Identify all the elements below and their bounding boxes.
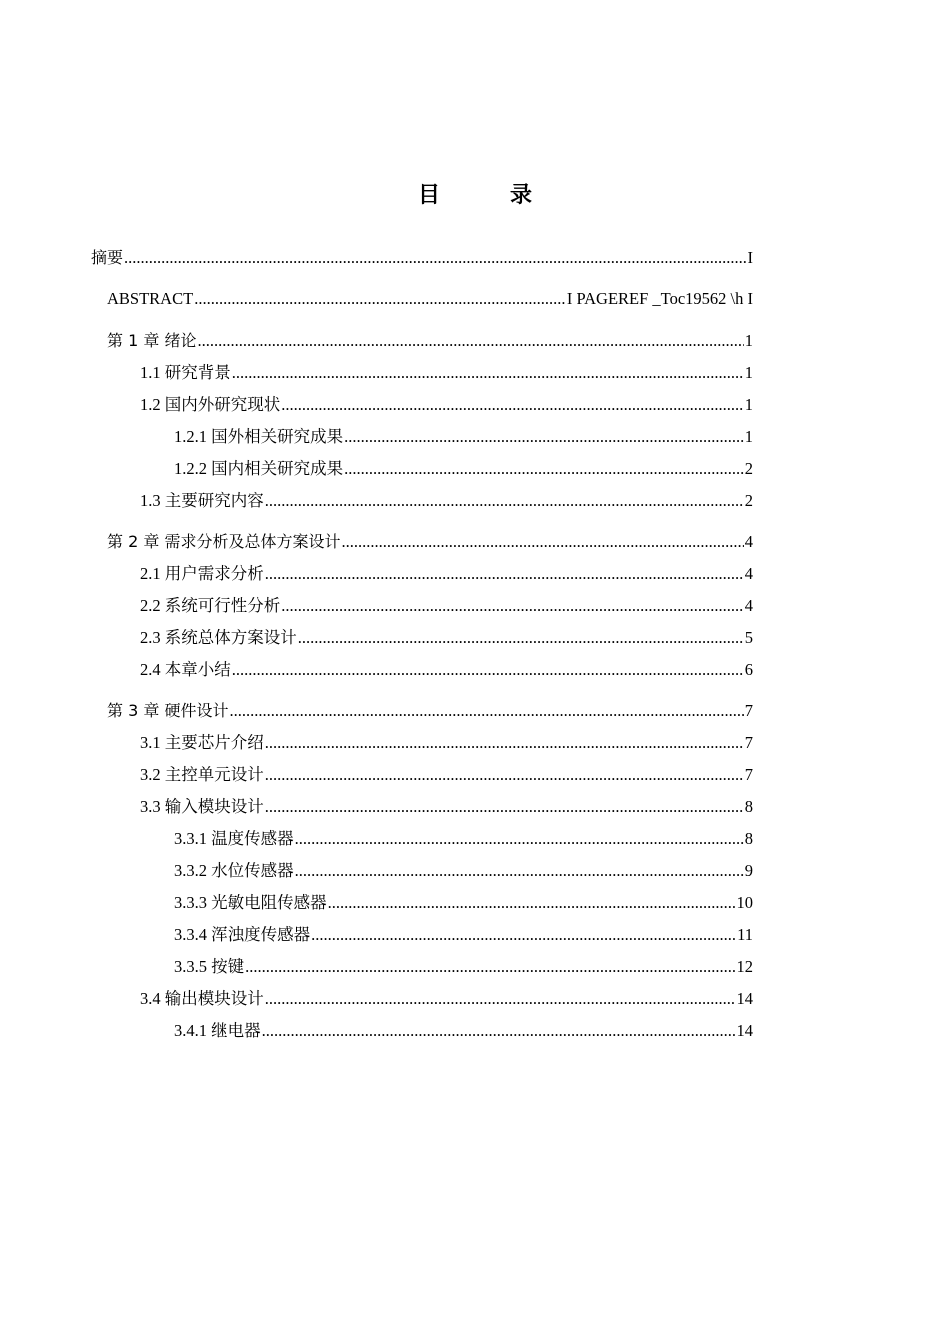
toc-entry-page: 8 (744, 797, 753, 816)
toc-entry-2-3[interactable] (140, 627, 753, 649)
toc-leader (124, 247, 746, 269)
toc-entry-label: 第 2 章 需求分析及总体方案设计 (107, 532, 341, 551)
toc-entry-1-2[interactable] (140, 394, 753, 416)
toc-entry-3-3-5[interactable] (174, 956, 753, 978)
toc-entry-page: 7 (744, 765, 753, 784)
toc-entry-3-3-1[interactable] (174, 828, 753, 850)
toc-entry-page: 12 (736, 957, 753, 976)
toc-entry-label: 3.3.4 浑浊度传感器 (174, 925, 311, 944)
toc-entry-page: 7 (744, 701, 753, 720)
toc-entry-3-1[interactable] (140, 732, 753, 754)
toc-entry-3-3-2[interactable] (174, 860, 753, 882)
toc-entry-abstract-en[interactable] (107, 288, 753, 310)
page-title: 目 录 (417, 183, 556, 208)
toc-entry-label: 1.2.2 国内相关研究成果 (174, 459, 344, 478)
toc-entry-1-2-1[interactable] (174, 426, 753, 448)
toc-leader (295, 828, 744, 850)
toc-entry-2-1[interactable] (140, 563, 753, 585)
toc-entry-page: 1 (744, 363, 753, 382)
toc-entry-page: 5 (744, 628, 753, 647)
toc-entry-page: 14 (736, 1021, 753, 1040)
toc-entry-page: 6 (744, 660, 753, 679)
toc-entry-chapter-2[interactable] (107, 531, 753, 553)
toc-entry-page: 1 (744, 395, 753, 414)
toc-leader (281, 394, 744, 416)
toc-leader (298, 627, 744, 649)
toc-entry-page: 4 (744, 596, 753, 615)
toc-leader (232, 659, 744, 681)
toc-entry-label: 3.3 输入模块设计 (140, 797, 264, 816)
toc-entry-label: 3.3.3 光敏电阻传感器 (174, 893, 327, 912)
toc-entry-1-2-2[interactable] (174, 458, 753, 480)
toc-leader (194, 288, 566, 310)
toc-entry-label: 摘要 (91, 248, 124, 267)
toc-entry-page: 14 (736, 989, 753, 1008)
toc-entry-page: 7 (744, 733, 753, 752)
toc-entry-page: 8 (744, 829, 753, 848)
toc-leader (245, 956, 735, 978)
toc-leader (344, 458, 744, 480)
toc-entry-3-2[interactable] (140, 764, 753, 786)
toc-leader (262, 1020, 736, 1042)
toc-entry-1-3[interactable] (140, 490, 753, 512)
toc-entry-label: 3.3.5 按键 (174, 957, 245, 976)
toc-entry-3-3-3[interactable] (174, 892, 753, 914)
toc-leader (281, 595, 744, 617)
toc-leader (265, 563, 744, 585)
toc-entry-abstract-cn[interactable] (91, 247, 753, 269)
toc-entry-chapter-3[interactable] (107, 700, 753, 722)
toc-entry-3-4-1[interactable] (174, 1020, 753, 1042)
toc-entry-label: 3.1 主要芯片介绍 (140, 733, 264, 752)
toc-entry-page: 1 (744, 331, 753, 350)
toc-entry-page: 11 (737, 925, 753, 944)
toc-entry-label: 1.1 研究背景 (140, 363, 231, 382)
toc-leader (295, 860, 744, 882)
toc-entry-label: 3.2 主控单元设计 (140, 765, 264, 784)
toc-leader (265, 796, 744, 818)
toc-leader (344, 426, 744, 448)
toc-leader (265, 764, 744, 786)
toc-entry-page: I (747, 248, 753, 267)
toc-entry-label: 2.2 系统可行性分析 (140, 596, 281, 615)
toc-entry-label: 3.3.1 温度传感器 (174, 829, 294, 848)
toc-leader (265, 988, 736, 1010)
toc-entry-label: 2.3 系统总体方案设计 (140, 628, 297, 647)
toc-entry-label: 3.4 输出模块设计 (140, 989, 264, 1008)
toc-leader (232, 362, 744, 384)
toc-entry-label: 3.3.2 水位传感器 (174, 861, 294, 880)
toc-entry-page: 10 (736, 893, 753, 912)
toc-entry-2-4[interactable] (140, 659, 753, 681)
toc-entry-chapter-1[interactable] (107, 330, 753, 352)
toc-entry-1-1[interactable] (140, 362, 753, 384)
toc-entry-label: 1.3 主要研究内容 (140, 491, 264, 510)
toc-entry-3-3[interactable] (140, 796, 753, 818)
toc-entry-page: 4 (744, 532, 753, 551)
toc-leader (229, 700, 743, 722)
toc-leader (265, 732, 744, 754)
toc-entry-label: 第 3 章 硬件设计 (107, 701, 229, 720)
toc-leader (265, 490, 744, 512)
toc-entry-label: 3.4.1 继电器 (174, 1021, 261, 1040)
toc-entry-label: 1.2.1 国外相关研究成果 (174, 427, 344, 446)
toc-leader (328, 892, 736, 914)
toc-entry-page: 4 (744, 564, 753, 583)
toc-entry-label: 2.4 本章小结 (140, 660, 231, 679)
toc-leader (311, 924, 736, 946)
toc-leader (341, 531, 743, 553)
toc-entry-page: 2 (744, 491, 753, 510)
toc-entry-label: ABSTRACT (107, 289, 194, 308)
toc-entry-3-4[interactable] (140, 988, 753, 1010)
toc-entry-3-3-4[interactable] (174, 924, 753, 946)
toc-entry-page: 1 (744, 427, 753, 446)
toc-entry-label: 1.2 国内外研究现状 (140, 395, 281, 414)
toc-entry-label: 2.1 用户需求分析 (140, 564, 264, 583)
toc-entry-label: 第 1 章 绪论 (107, 331, 197, 350)
toc-entry-2-2[interactable] (140, 595, 753, 617)
toc-entry-page: 9 (744, 861, 753, 880)
toc-entry-page: 2 (744, 459, 753, 478)
toc-leader (197, 330, 743, 352)
toc-entry-page: I PAGEREF _Toc19562 \h I (566, 289, 753, 308)
